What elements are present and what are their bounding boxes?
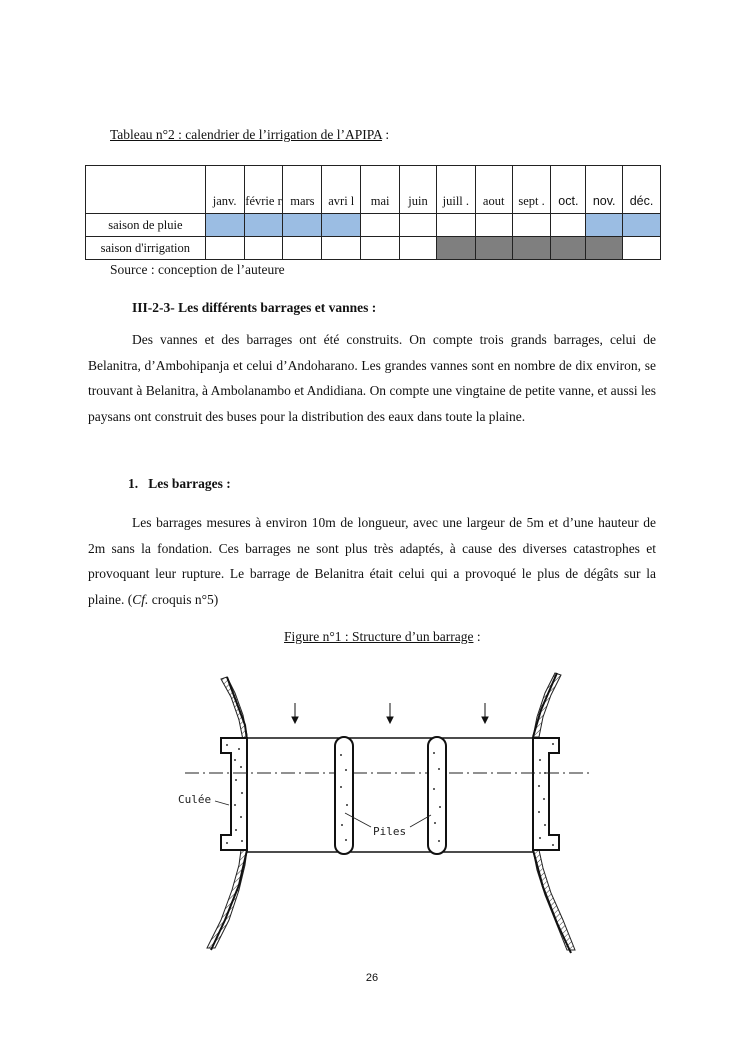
table-header-row <box>86 166 661 214</box>
label-culee: Culée <box>178 793 212 806</box>
month-cell <box>551 237 586 260</box>
month-header: oct. <box>551 166 586 214</box>
month-header: juin <box>400 166 437 214</box>
month-cell <box>475 214 512 237</box>
month-header: mai <box>361 166 400 214</box>
paragraph-dam-dimensions <box>88 510 656 612</box>
table-corner-cell <box>86 166 206 214</box>
month-header: avri l <box>322 166 361 214</box>
month-cell <box>586 214 623 237</box>
table-caption <box>110 127 389 143</box>
subheading-text: Les barrages : <box>148 476 231 491</box>
figure-caption-label: Figure n°1 : Structure d’un barrage <box>284 629 474 644</box>
page-number: 26 <box>365 972 379 984</box>
month-header: juill . <box>436 166 475 214</box>
month-cell <box>623 214 661 237</box>
row-label: saison de pluie <box>86 214 206 237</box>
section-heading: III-2-3- Les différents barrages et vannes : <box>132 300 377 315</box>
label-piles: Piles <box>373 825 407 838</box>
figure-caption <box>284 629 481 645</box>
month-cell <box>551 214 586 237</box>
month-cell <box>400 214 437 237</box>
month-cell <box>623 237 661 260</box>
pile-right <box>428 737 446 854</box>
pile-left <box>335 737 353 854</box>
table-caption-suffix: : <box>382 127 390 142</box>
flow-arrows <box>292 703 488 723</box>
table-row-rain-season <box>86 214 661 237</box>
row-label: saison d'irrigation <box>86 237 206 260</box>
month-cell <box>436 214 475 237</box>
left-abutment <box>221 738 247 850</box>
table-source: Source : conception de l’auteure <box>110 262 285 277</box>
paragraph-dams-overview: Des vannes et des barrages ont été construits. On compte trois grands barrages, celui de Belanitra, d’Ambohipanja et celui d’Andoharano. Les grandes vannes sont en nombre de dix environ, se trouvant à Belanitra, à Ambolanambo et Andidiana. On compte une vingtaine de petite vanne, et aussi les paysans ont construit des buses pour la distribution des eaux dans toute la plaine. <box>88 332 656 424</box>
right-abutment <box>533 738 559 850</box>
month-header: janv. <box>205 166 244 214</box>
month-header: mars <box>283 166 322 214</box>
month-cell <box>586 237 623 260</box>
month-cell <box>322 237 361 260</box>
month-cell <box>361 237 400 260</box>
month-cell <box>322 214 361 237</box>
month-header: nov. <box>586 166 623 214</box>
month-cell <box>283 214 322 237</box>
month-cell <box>244 237 283 260</box>
month-cell <box>475 237 512 260</box>
table-caption-label: Tableau n°2 : calendrier de l’irrigation de l’APIPA <box>110 127 383 142</box>
month-cell <box>361 214 400 237</box>
month-cell <box>244 214 283 237</box>
month-cell <box>512 237 551 260</box>
irrigation-calendar-table <box>85 165 661 260</box>
month-header: déc. <box>623 166 661 214</box>
month-cell <box>205 214 244 237</box>
paragraph-main-text: Les barrages mesures à environ 10m de longueur, avec une largeur de 5m et d’une hauteur de 2m sans la fondation. Ces barrages ne sont plus très adaptés, à cause des diverses catastrophes et provoquant leur rupture. Le barrage de Belanitra était celui qui a provoqué le plus de dégâts sur la plaine. ( <box>88 515 656 607</box>
cf-abbreviation: Cf. <box>132 591 149 607</box>
month-header: févrie r <box>244 166 283 214</box>
dam-structure-figure <box>135 665 613 955</box>
month-header: sept . <box>512 166 551 214</box>
month-cell <box>205 237 244 260</box>
subheading-barrages <box>128 476 231 492</box>
subheading-number: 1. <box>128 476 139 491</box>
paragraph-end-text: croquis n°5) <box>148 591 219 607</box>
culee-pointer <box>215 801 229 805</box>
month-cell <box>512 214 551 237</box>
month-cell <box>283 237 322 260</box>
month-cell <box>436 237 475 260</box>
month-header: aout <box>475 166 512 214</box>
month-cell <box>400 237 437 260</box>
figure-caption-suffix: : <box>473 629 481 644</box>
table-row-irrigation-season <box>86 237 661 260</box>
